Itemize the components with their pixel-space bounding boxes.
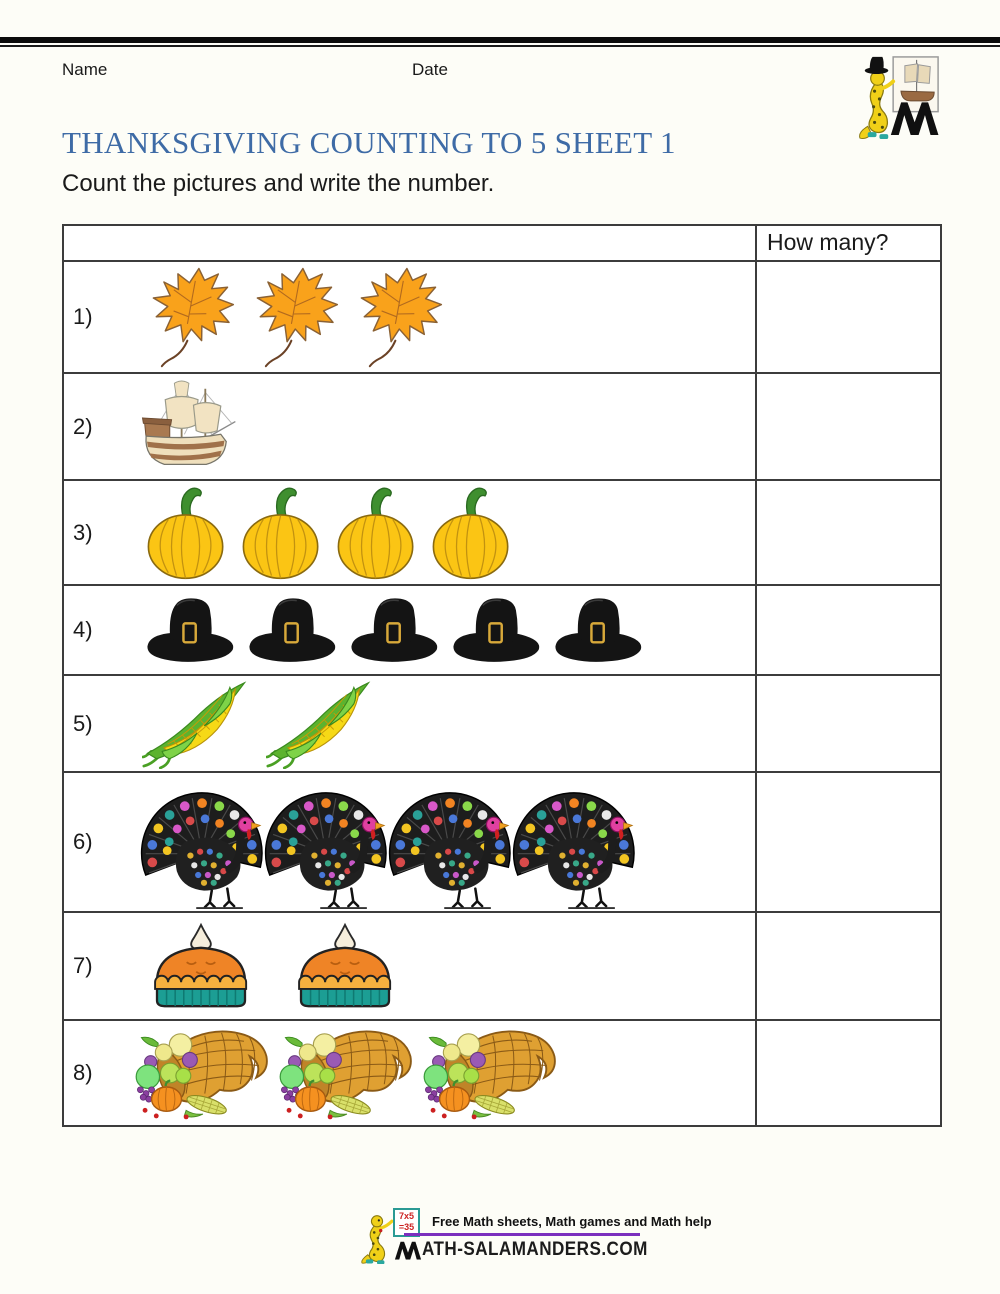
table-rows: [64, 262, 940, 1125]
pumpkin-icon: [332, 485, 420, 581]
footer-tagline: Free Math sheets, Math games and Math help: [432, 1214, 712, 1229]
table-row: [64, 1021, 940, 1125]
site-wordmark: [394, 1236, 673, 1264]
table-row: [64, 374, 940, 481]
table-row: [64, 586, 940, 676]
name-label: Name: [62, 60, 108, 79]
answer-cell[interactable]: [755, 1021, 940, 1125]
corn-cob-icon: [266, 679, 374, 769]
row-number-label: 5): [73, 710, 93, 736]
autumn-leaf-icon: [350, 266, 448, 368]
table-row: [64, 676, 940, 773]
row-number-label: 1): [73, 304, 93, 329]
row-pictures: [142, 586, 755, 674]
mayflower-ship-icon: [137, 377, 239, 477]
answer-cell[interactable]: [755, 481, 940, 584]
answer-cell[interactable]: [755, 586, 940, 674]
how-many-header: How many?: [755, 226, 940, 260]
row-pictures: [142, 262, 755, 372]
row-pictures: [132, 1021, 755, 1125]
answer-cell[interactable]: [755, 374, 940, 479]
chalkboard-line2: =35: [398, 1221, 415, 1232]
pumpkin-icon: [237, 485, 325, 581]
math-salamanders-header-logo: [856, 52, 942, 142]
row-pictures: [142, 913, 755, 1019]
table-row: [64, 913, 940, 1021]
pumpkin-icon: [142, 485, 230, 581]
answer-cell[interactable]: [755, 262, 940, 372]
logo-salamander-icon: [860, 57, 894, 139]
pumpkin-pie-icon: [286, 922, 404, 1010]
site-name-text: ATH-SALAMANDERS.COM: [422, 1239, 648, 1260]
pumpkin-pie-icon: [142, 922, 260, 1010]
pilgrim-hat-icon: [244, 595, 342, 665]
row-number-label: 8): [73, 1060, 93, 1085]
header-empty-cell: [64, 226, 755, 260]
row-pictures: [142, 676, 755, 771]
m-zigzag-icon: [394, 1236, 422, 1264]
answer-cell[interactable]: [755, 773, 940, 911]
corn-cob-icon: [142, 679, 250, 769]
salamander-icon: [358, 1212, 396, 1264]
row-pictures: [130, 773, 755, 911]
row-number-label: 3): [73, 519, 93, 545]
pilgrim-hat-icon: [142, 595, 240, 665]
pumpkin-icon: [427, 485, 515, 581]
autumn-leaf-icon: [142, 266, 240, 368]
row-number-label: 4): [73, 617, 93, 642]
pilgrim-hat-icon: [346, 595, 444, 665]
footer-logo: [358, 1206, 712, 1268]
answer-cell[interactable]: [755, 676, 940, 771]
worksheet-table: [62, 224, 942, 1127]
header-row: [64, 226, 940, 262]
date-label: Date: [412, 60, 448, 79]
cornucopia-icon: [276, 1024, 416, 1122]
pilgrim-hat-icon: [550, 595, 648, 665]
row-pictures: [142, 374, 755, 479]
table-row: [64, 262, 940, 374]
turkey-icon: [502, 774, 650, 910]
chalkboard-line1: 7x5: [398, 1211, 415, 1221]
row-number-label: 6): [73, 829, 93, 854]
instruction-text: Count the pictures and write the number.: [62, 170, 495, 197]
autumn-leaf-icon: [246, 266, 344, 368]
cornucopia-icon: [420, 1024, 560, 1122]
answer-cell[interactable]: [755, 913, 940, 1019]
row-number-label: 7): [73, 953, 93, 978]
page-title: THANKSGIVING COUNTING TO 5 SHEET 1: [62, 125, 676, 160]
row-pictures: [142, 481, 755, 584]
table-row: [64, 773, 940, 913]
logo-ship-picture-icon: [893, 57, 938, 112]
row-number-label: 2): [73, 413, 93, 439]
cornucopia-icon: [132, 1024, 272, 1122]
table-row: [64, 481, 940, 586]
page-top-border: [0, 37, 1000, 47]
pilgrim-hat-icon: [448, 595, 546, 665]
